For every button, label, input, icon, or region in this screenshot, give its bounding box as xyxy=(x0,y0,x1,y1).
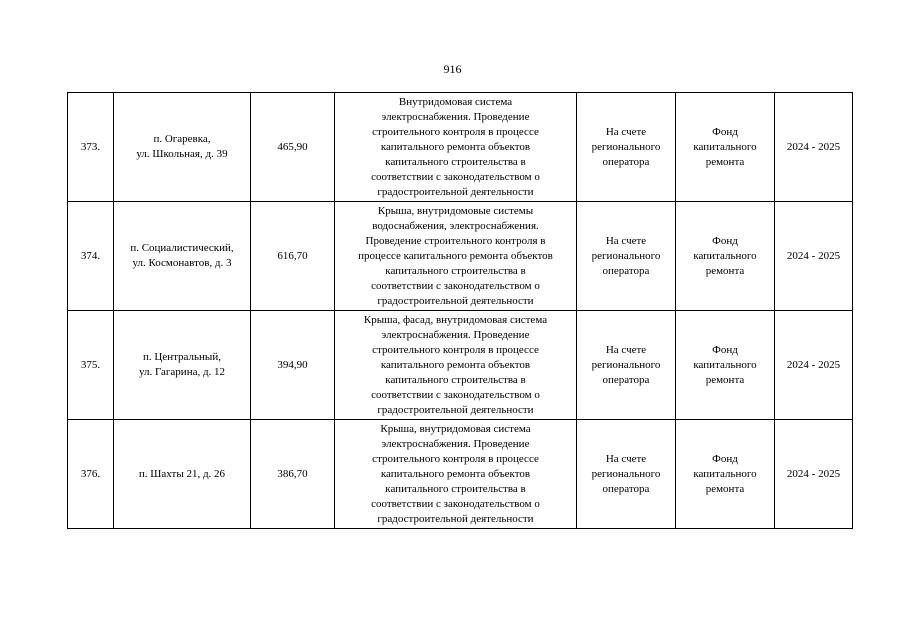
area-cell: 386,70 xyxy=(251,420,335,529)
cell-line: строительного контроля в процессе xyxy=(372,343,539,356)
area-cell: 394,90 xyxy=(251,311,335,420)
cell-line: ремонта xyxy=(705,482,745,495)
address-cell xyxy=(114,420,251,529)
table-row xyxy=(68,420,853,529)
cell-line: строительного контроля в процессе xyxy=(372,452,539,465)
cell-line: водоснабжения, электроснабжения. xyxy=(372,219,539,232)
cell-line: капитального xyxy=(693,140,757,153)
funding-source-cell xyxy=(676,202,775,311)
row-number-cell: 375. xyxy=(68,311,114,420)
cell-line: капитального строительства в xyxy=(385,373,526,386)
cell-line: ул. Школьная, д. 39 xyxy=(136,148,228,160)
cell-line: процессе капитального ремонта объектов xyxy=(358,249,553,262)
account-cell xyxy=(577,202,676,311)
cell-line: капитального строительства в xyxy=(385,155,526,168)
cell-line: электроснабжения. Проведение xyxy=(381,328,530,341)
period-cell: 2024 - 2025 xyxy=(775,311,853,420)
funding-source-cell xyxy=(676,93,775,202)
cell-line: Фонд xyxy=(712,343,738,356)
cell-line: градостроительной деятельности xyxy=(377,185,534,198)
account-cell xyxy=(577,311,676,420)
cell-line: оператора xyxy=(602,155,650,168)
cell-line: п. Огаревка, xyxy=(153,133,211,145)
funding-source-cell xyxy=(676,420,775,529)
works-description-cell xyxy=(335,93,577,202)
cell-line: капитального строительства в xyxy=(385,264,526,277)
cell-line: Внутридомовая система xyxy=(398,95,513,108)
address-cell xyxy=(114,93,251,202)
cell-line: капитального строительства в xyxy=(385,482,526,495)
cell-line: градостроительной деятельности xyxy=(377,294,534,307)
account-cell xyxy=(577,93,676,202)
cell-line: На счете xyxy=(605,125,647,138)
cell-line: ремонта xyxy=(705,373,745,386)
works-description-cell xyxy=(335,311,577,420)
period-cell: 2024 - 2025 xyxy=(775,420,853,529)
cell-line: соответствии с законодательством о xyxy=(371,388,540,401)
cell-line: Проведение строительного контроля в xyxy=(365,234,546,247)
cell-line: соответствии с законодательством о xyxy=(371,170,540,183)
cell-line: оператора xyxy=(602,373,650,386)
cell-line: Крыша, внутридомовые системы xyxy=(377,204,534,217)
cell-line: капитального xyxy=(693,467,757,480)
cell-line: капитального xyxy=(693,358,757,371)
works-description-cell xyxy=(335,202,577,311)
cell-line: На счете xyxy=(605,452,647,465)
area-cell: 616,70 xyxy=(251,202,335,311)
row-number-cell: 374. xyxy=(68,202,114,311)
works-description-cell xyxy=(335,420,577,529)
table-row xyxy=(68,202,853,311)
address-cell xyxy=(114,202,251,311)
cell-line: оператора xyxy=(602,482,650,495)
cell-line: оператора xyxy=(602,264,650,277)
cell-line: ул. Космонавтов, д. 3 xyxy=(132,257,232,269)
cell-line: регионального xyxy=(591,140,661,153)
cell-line: капитального ремонта объектов xyxy=(380,467,531,480)
cell-line: капитального ремонта объектов xyxy=(380,358,531,371)
cell-line: Фонд xyxy=(712,452,738,465)
row-number-cell: 373. xyxy=(68,93,114,202)
cell-line: соответствии с законодательством о xyxy=(371,497,540,510)
cell-line: электроснабжения. Проведение xyxy=(381,110,530,123)
cell-line: строительного контроля в процессе xyxy=(372,125,539,138)
address-cell xyxy=(114,311,251,420)
cell-line: Фонд xyxy=(712,234,738,247)
cell-line: соответствии с законодательством о xyxy=(371,279,540,292)
page-number: 916 xyxy=(443,62,462,76)
period-cell: 2024 - 2025 xyxy=(775,202,853,311)
cell-line: градостроительной деятельности xyxy=(377,512,534,525)
table-body xyxy=(68,93,853,529)
area-cell: 465,90 xyxy=(251,93,335,202)
cell-line: ремонта xyxy=(705,155,745,168)
cell-line: регионального xyxy=(591,358,661,371)
cell-line: электроснабжения. Проведение xyxy=(381,437,530,450)
cell-line: капитального ремонта объектов xyxy=(380,140,531,153)
cell-line: Фонд xyxy=(712,125,738,138)
table-row xyxy=(68,311,853,420)
cell-line: п. Центральный, xyxy=(143,351,221,363)
cell-line: На счете xyxy=(605,343,647,356)
cell-line: п. Социалистический, xyxy=(130,242,234,254)
cell-line: ремонта xyxy=(705,264,745,277)
funding-source-cell xyxy=(676,311,775,420)
cell-line: регионального xyxy=(591,467,661,480)
cell-line: На счете xyxy=(605,234,647,247)
cell-line: п. Шахты 21, д. 26 xyxy=(138,467,226,480)
row-number-cell: 376. xyxy=(68,420,114,529)
table-row xyxy=(68,93,853,202)
cell-line: Крыша, внутридомовая система xyxy=(380,422,531,435)
account-cell xyxy=(577,420,676,529)
cell-line: Крыша, фасад, внутридомовая система xyxy=(363,313,548,326)
repair-schedule-table xyxy=(67,92,853,529)
period-cell: 2024 - 2025 xyxy=(775,93,853,202)
cell-line: капитального xyxy=(693,249,757,262)
cell-line: ул. Гагарина, д. 12 xyxy=(138,366,226,378)
cell-line: регионального xyxy=(591,249,661,262)
cell-line: градостроительной деятельности xyxy=(377,403,534,416)
